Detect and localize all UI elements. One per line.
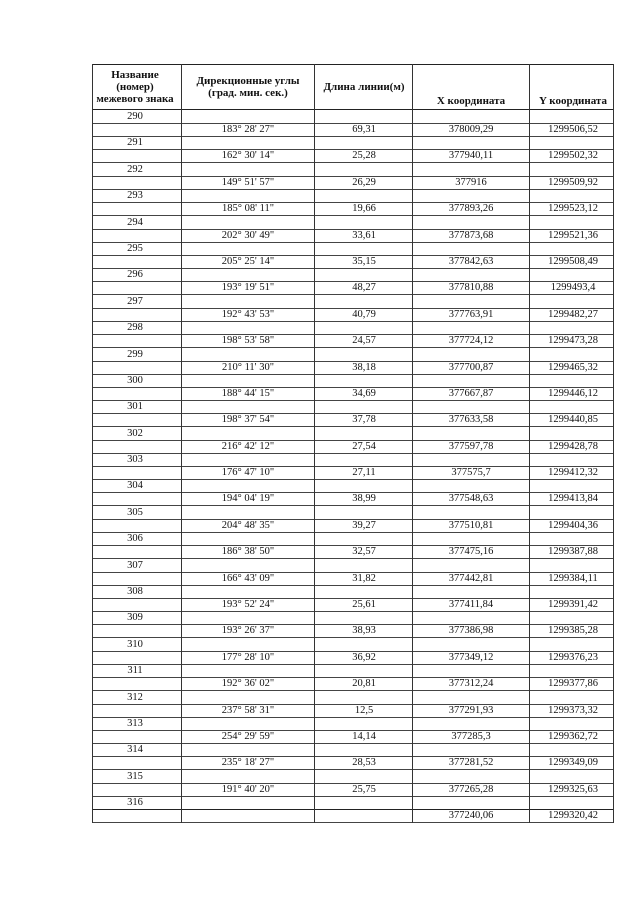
segment-line bbox=[92, 545, 614, 559]
header-x: X координата bbox=[436, 95, 506, 107]
point-name: 299 bbox=[127, 348, 143, 360]
table-row bbox=[92, 321, 614, 347]
point-name: 310 bbox=[127, 638, 143, 650]
segment-line bbox=[92, 229, 614, 243]
y-coordinate: 1299385,28 bbox=[548, 625, 598, 637]
segment-line bbox=[92, 704, 614, 718]
header-name: Название (номер) межевого знака bbox=[96, 69, 174, 105]
x-coordinate: 378009,29 bbox=[448, 124, 494, 135]
segment-line bbox=[92, 387, 614, 401]
y-coordinate: 1299413,84 bbox=[548, 493, 598, 505]
point-name: 314 bbox=[127, 744, 143, 756]
point-line bbox=[92, 242, 614, 256]
point-name: 309 bbox=[127, 612, 143, 624]
point-name: 298 bbox=[127, 322, 143, 334]
point-line bbox=[92, 638, 614, 652]
column-divider bbox=[92, 64, 93, 823]
direction-angle: 204° 48' 35" bbox=[221, 519, 275, 531]
segment-line bbox=[92, 413, 614, 427]
line-length: 40,79 bbox=[352, 308, 376, 320]
point-name: 301 bbox=[127, 401, 143, 413]
direction-angle: 177° 28' 10" bbox=[221, 651, 275, 663]
point-name: 295 bbox=[127, 242, 143, 254]
table-row bbox=[92, 479, 614, 505]
table-row bbox=[92, 242, 614, 268]
table-row bbox=[92, 189, 614, 215]
direction-angle: 198° 53' 58" bbox=[221, 335, 275, 347]
line-length: 39,27 bbox=[352, 519, 376, 531]
point-name: 296 bbox=[127, 269, 143, 281]
line-length: 37,78 bbox=[352, 414, 376, 426]
table-row bbox=[92, 348, 614, 374]
x-coordinate: 377810,88 bbox=[448, 282, 494, 294]
x-coordinate: 377349,12 bbox=[448, 651, 494, 663]
point-name: 316 bbox=[127, 797, 143, 809]
direction-angle: 193° 26' 37" bbox=[221, 625, 275, 637]
x-coordinate: 377873,68 bbox=[448, 229, 494, 241]
y-coordinate: 1299404,36 bbox=[548, 519, 598, 531]
line-length: 19,66 bbox=[352, 203, 376, 215]
y-coordinate: 1299391,42 bbox=[548, 599, 598, 611]
point-name: 292 bbox=[127, 163, 143, 175]
direction-angle: 193° 52' 24" bbox=[221, 599, 275, 611]
line-length: 25,28 bbox=[352, 150, 376, 162]
y-coordinate: 1299509,92 bbox=[548, 176, 598, 188]
point-line bbox=[92, 479, 614, 493]
direction-angle: 185° 08' 11" bbox=[222, 203, 274, 215]
point-line bbox=[92, 611, 614, 625]
header-y: Y координата bbox=[539, 95, 607, 107]
direction-angle: 205° 25' 14" bbox=[221, 255, 275, 267]
point-line bbox=[92, 585, 614, 599]
table-row bbox=[92, 506, 614, 532]
y-coordinate: 1299376,23 bbox=[548, 651, 598, 663]
direction-angle: 210° 11' 30" bbox=[222, 361, 274, 373]
column-divider bbox=[613, 64, 614, 823]
table-body bbox=[92, 110, 614, 823]
direction-angle: 176° 47' 10" bbox=[221, 467, 275, 479]
table-row bbox=[92, 611, 614, 637]
segment-line bbox=[92, 624, 614, 638]
line-length: 27,54 bbox=[352, 440, 376, 452]
segment-line bbox=[92, 598, 614, 612]
column-divider bbox=[314, 64, 315, 823]
header-length: Длина линии(м) bbox=[323, 81, 405, 93]
y-coordinate: 1299377,86 bbox=[548, 678, 598, 690]
point-line bbox=[92, 374, 614, 388]
y-coordinate: 1299493,4 bbox=[550, 282, 596, 294]
table-row bbox=[92, 427, 614, 453]
point-name: 290 bbox=[127, 111, 143, 122]
line-length: 38,93 bbox=[352, 625, 376, 637]
table-row bbox=[92, 110, 614, 136]
point-line bbox=[92, 400, 614, 414]
point-line bbox=[92, 348, 614, 362]
segment-line bbox=[92, 123, 614, 137]
y-coordinate: 1299362,72 bbox=[548, 730, 598, 742]
segment-line bbox=[92, 809, 614, 823]
line-length: 36,92 bbox=[352, 651, 376, 663]
x-coordinate: 377893,26 bbox=[448, 203, 494, 215]
y-coordinate: 1299502,32 bbox=[548, 150, 598, 162]
table-row bbox=[92, 796, 614, 822]
x-coordinate: 377386,98 bbox=[448, 625, 494, 637]
point-line bbox=[92, 506, 614, 520]
table-row bbox=[92, 163, 614, 189]
x-coordinate: 377442,81 bbox=[448, 572, 494, 584]
segment-line bbox=[92, 677, 614, 691]
segment-line bbox=[92, 519, 614, 533]
direction-angle: 188° 44' 15" bbox=[221, 387, 275, 399]
x-coordinate: 377411,84 bbox=[448, 599, 494, 611]
direction-angle: 237° 58' 31" bbox=[221, 704, 275, 716]
table-row bbox=[92, 691, 614, 717]
table-row bbox=[92, 743, 614, 769]
y-coordinate: 1299428,78 bbox=[548, 440, 598, 452]
direction-angle: 162° 30' 14" bbox=[221, 150, 275, 162]
point-name: 307 bbox=[127, 559, 143, 571]
table-row bbox=[92, 532, 614, 558]
line-length: 33,61 bbox=[352, 229, 376, 241]
y-coordinate: 1299412,32 bbox=[548, 467, 598, 479]
point-line bbox=[92, 216, 614, 230]
table-row bbox=[92, 585, 614, 611]
point-line bbox=[92, 163, 614, 177]
segment-line bbox=[92, 255, 614, 269]
point-name: 304 bbox=[127, 480, 143, 492]
segment-line bbox=[92, 756, 614, 770]
x-coordinate: 377842,63 bbox=[448, 255, 494, 267]
point-name: 303 bbox=[127, 454, 143, 466]
y-coordinate: 1299349,09 bbox=[548, 757, 598, 769]
column-divider bbox=[181, 64, 182, 823]
point-name: 300 bbox=[127, 374, 143, 386]
point-name: 313 bbox=[127, 717, 143, 729]
table-row bbox=[92, 374, 614, 400]
direction-angle: 254° 29' 59" bbox=[221, 730, 275, 742]
y-coordinate: 1299506,52 bbox=[548, 124, 598, 135]
x-coordinate: 377510,81 bbox=[448, 519, 494, 531]
x-coordinate: 377763,91 bbox=[448, 308, 494, 320]
point-name: 312 bbox=[127, 691, 143, 703]
point-name: 302 bbox=[127, 427, 143, 439]
table-row bbox=[92, 453, 614, 479]
y-coordinate: 1299387,88 bbox=[548, 546, 598, 558]
segment-line bbox=[92, 334, 614, 348]
line-length: 24,57 bbox=[352, 335, 376, 347]
line-length: 31,82 bbox=[352, 572, 376, 584]
point-name: 294 bbox=[127, 216, 143, 228]
table-header bbox=[92, 64, 614, 110]
table-row bbox=[92, 559, 614, 585]
coordinates-table bbox=[92, 64, 614, 823]
point-line bbox=[92, 453, 614, 467]
point-line bbox=[92, 268, 614, 282]
x-coordinate: 377916 bbox=[455, 176, 487, 188]
table-row bbox=[92, 400, 614, 426]
y-coordinate: 1299465,32 bbox=[548, 361, 598, 373]
y-coordinate: 1299373,32 bbox=[548, 704, 598, 716]
segment-line bbox=[92, 361, 614, 375]
direction-angle: 192° 36' 02" bbox=[221, 678, 275, 690]
segment-line bbox=[92, 149, 614, 163]
point-name: 297 bbox=[127, 295, 143, 307]
segment-line bbox=[92, 572, 614, 586]
x-coordinate: 377548,63 bbox=[448, 493, 494, 505]
direction-angle: 192° 43' 53" bbox=[221, 308, 275, 320]
x-coordinate: 377291,93 bbox=[448, 704, 494, 716]
direction-angle: 202° 30' 49" bbox=[221, 229, 275, 241]
point-line bbox=[92, 110, 614, 124]
x-coordinate: 377700,87 bbox=[448, 361, 494, 373]
x-coordinate: 377281,52 bbox=[448, 757, 494, 769]
table-row bbox=[92, 136, 614, 162]
segment-line bbox=[92, 202, 614, 216]
table-row bbox=[92, 770, 614, 796]
table-row bbox=[92, 295, 614, 321]
x-coordinate: 377312,24 bbox=[448, 678, 494, 690]
direction-angle: 194° 04' 19" bbox=[221, 493, 275, 505]
x-coordinate: 377724,12 bbox=[448, 335, 494, 347]
segment-line bbox=[92, 308, 614, 322]
line-length: 35,15 bbox=[352, 255, 376, 267]
line-length: 38,18 bbox=[352, 361, 376, 373]
line-length: 26,29 bbox=[352, 176, 376, 188]
point-line bbox=[92, 717, 614, 731]
y-coordinate: 1299320,42 bbox=[548, 810, 598, 822]
line-length: 48,27 bbox=[352, 282, 376, 294]
point-line bbox=[92, 295, 614, 309]
direction-angle: 235° 18' 27" bbox=[221, 757, 275, 769]
y-coordinate: 1299508,49 bbox=[548, 255, 598, 267]
y-coordinate: 1299440,85 bbox=[548, 414, 598, 426]
point-line bbox=[92, 427, 614, 441]
segment-line bbox=[92, 176, 614, 190]
point-line bbox=[92, 559, 614, 573]
y-coordinate: 1299446,12 bbox=[548, 387, 598, 399]
line-length: 25,61 bbox=[352, 599, 376, 611]
point-name: 291 bbox=[127, 137, 143, 149]
x-coordinate: 377240,06 bbox=[448, 810, 494, 822]
direction-angle: 149° 51' 57" bbox=[221, 176, 275, 188]
y-coordinate: 1299325,63 bbox=[548, 783, 598, 795]
point-name: 315 bbox=[127, 770, 143, 782]
x-coordinate: 377475,16 bbox=[448, 546, 494, 558]
line-length: 20,81 bbox=[352, 678, 376, 690]
table-row bbox=[92, 216, 614, 242]
point-line bbox=[92, 796, 614, 810]
point-line bbox=[92, 321, 614, 335]
direction-angle: 186° 38' 50" bbox=[221, 546, 275, 558]
point-name: 293 bbox=[127, 190, 143, 202]
x-coordinate: 377667,87 bbox=[448, 387, 494, 399]
table-row bbox=[92, 717, 614, 743]
point-name: 306 bbox=[127, 533, 143, 545]
segment-line bbox=[92, 281, 614, 295]
segment-line bbox=[92, 783, 614, 797]
line-length: 38,99 bbox=[352, 493, 376, 505]
point-line bbox=[92, 743, 614, 757]
segment-line bbox=[92, 492, 614, 506]
point-line bbox=[92, 136, 614, 150]
point-line bbox=[92, 532, 614, 546]
point-line bbox=[92, 691, 614, 705]
line-length: 25,75 bbox=[352, 783, 376, 795]
x-coordinate: 377633,58 bbox=[448, 414, 494, 426]
segment-line bbox=[92, 651, 614, 665]
table-row bbox=[92, 268, 614, 294]
line-length: 27,11 bbox=[352, 467, 376, 479]
point-line bbox=[92, 770, 614, 784]
segment-line bbox=[92, 440, 614, 454]
line-length: 69,31 bbox=[352, 124, 376, 135]
y-coordinate: 1299384,11 bbox=[548, 572, 598, 584]
direction-angle: 198° 37' 54" bbox=[221, 414, 275, 426]
point-name: 308 bbox=[127, 586, 143, 598]
line-length: 14,14 bbox=[352, 730, 376, 742]
table-row bbox=[92, 664, 614, 690]
y-coordinate: 1299473,28 bbox=[548, 335, 598, 347]
x-coordinate: 377285,3 bbox=[451, 730, 491, 742]
x-coordinate: 377575,7 bbox=[451, 467, 491, 479]
y-coordinate: 1299523,12 bbox=[548, 203, 598, 215]
y-coordinate: 1299482,27 bbox=[548, 308, 598, 320]
point-name: 305 bbox=[127, 506, 143, 518]
line-length: 34,69 bbox=[352, 387, 376, 399]
x-coordinate: 377940,11 bbox=[448, 150, 494, 162]
direction-angle: 183° 28' 27" bbox=[221, 124, 275, 135]
segment-line bbox=[92, 730, 614, 744]
point-name: 311 bbox=[127, 665, 143, 677]
line-length: 32,57 bbox=[352, 546, 376, 558]
direction-angle: 193° 19' 51" bbox=[221, 282, 275, 294]
line-length: 12,5 bbox=[354, 704, 374, 716]
y-coordinate: 1299521,36 bbox=[548, 229, 598, 241]
point-line bbox=[92, 189, 614, 203]
direction-angle: 191° 40' 20" bbox=[221, 783, 275, 795]
line-length: 28,53 bbox=[352, 757, 376, 769]
direction-angle: 216° 42' 12" bbox=[221, 440, 275, 452]
x-coordinate: 377265,28 bbox=[448, 783, 494, 795]
column-divider bbox=[412, 64, 413, 823]
table-row bbox=[92, 638, 614, 664]
header-angle: Дирекционные углы (град. мин. сек.) bbox=[196, 75, 300, 99]
x-coordinate: 377597,78 bbox=[448, 440, 494, 452]
direction-angle: 166° 43' 09" bbox=[221, 572, 275, 584]
point-line bbox=[92, 664, 614, 678]
segment-line bbox=[92, 466, 614, 480]
column-divider bbox=[529, 64, 530, 823]
